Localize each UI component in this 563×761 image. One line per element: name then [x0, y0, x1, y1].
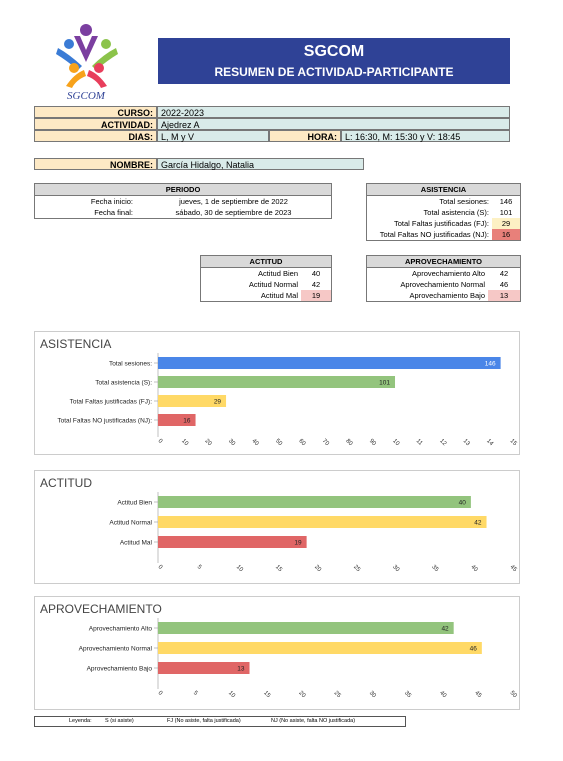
tick-label: 30: [391, 564, 401, 574]
legend-label: Leyenda:: [69, 718, 92, 724]
actitud-chart-title: ACTITUD: [40, 476, 92, 490]
hora-value: L: 16:30, M: 15:30 y V: 18:45: [341, 130, 510, 142]
asistencia-title: ASISTENCIA: [367, 184, 521, 196]
fecha-final-label: Fecha final:: [94, 208, 133, 217]
category-label: Aprovechamiento Alto: [88, 625, 152, 633]
asistencia-chart: [34, 331, 520, 455]
tick-label: 40: [438, 690, 448, 700]
logo-text: SGCOM: [67, 90, 105, 102]
tick-label: 0: [156, 690, 164, 697]
tick-label: 45: [508, 564, 518, 574]
category-label: Total sesiones:: [109, 360, 152, 368]
tick-label: 5: [191, 690, 199, 697]
asistencia-table: [366, 183, 521, 241]
category-label: Actitud Normal: [109, 519, 152, 527]
fecha-inicio-value: jueves, 1 de septiembre de 2022: [179, 197, 288, 206]
tick-label: 11: [414, 438, 424, 447]
actividad-label: ACTIVIDAD:: [34, 118, 157, 130]
aprovechamiento-chart-title: APROVECHAMIENTO: [40, 602, 162, 616]
asistencia-chart-title: ASISTENCIA: [40, 337, 112, 351]
data-label: 101: [379, 379, 391, 387]
tick-label: 10: [180, 438, 190, 448]
page-title: SGCOM: [303, 43, 365, 60]
aprovechamiento-table: [366, 255, 521, 302]
actitud-chart: [34, 470, 520, 584]
hora-label: HORA:: [269, 130, 341, 142]
category-label: Aprovechamiento Normal: [78, 645, 152, 653]
bar: [158, 496, 471, 508]
tick-label: 35: [430, 564, 440, 574]
faltas-no-justificadas-label: Total Faltas NO justificadas (NJ):: [379, 230, 489, 239]
tick-label: 50: [508, 690, 518, 700]
tick-label: 0: [156, 564, 164, 571]
bar: [158, 516, 487, 528]
dias-label: DIAS:: [34, 130, 157, 142]
actividad-value: Ajedrez A: [157, 118, 510, 130]
tick-label: 12: [438, 438, 448, 448]
tick-label: 20: [203, 438, 213, 448]
header-banner: [158, 38, 510, 84]
bar: [158, 662, 250, 674]
aprovechamiento-alto-value: 42: [499, 269, 509, 278]
data-label: 40: [458, 499, 466, 507]
aprovechamiento-normal-label: Aprovechamiento Normal: [400, 280, 485, 289]
tick-label: 80: [344, 438, 354, 448]
aprovechamiento-bajo-label: Aprovechamiento Bajo: [409, 291, 485, 300]
fecha-final-value: sábado, 30 de septiembre de 2023: [175, 208, 292, 217]
tick-label: 10: [226, 690, 236, 700]
tick-label: 25: [352, 564, 362, 574]
data-label: 42: [474, 519, 482, 527]
tick-label: 20: [297, 690, 307, 700]
tick-label: 15: [508, 438, 518, 448]
nombre-row: [34, 158, 364, 170]
tick-label: 50: [273, 438, 283, 448]
tick-label: 30: [367, 690, 377, 700]
actitud-title: ACTITUD: [201, 256, 332, 268]
aprovechamiento-title: APROVECHAMIENTO: [367, 256, 521, 268]
category-label: Total Faltas NO justificadas (NJ):: [57, 417, 152, 425]
page-subtitle: RESUMEN DE ACTIVIDAD-PARTICIPANTE: [214, 65, 454, 79]
faltas-no-justificadas-value: 16: [492, 229, 521, 241]
total-asistencia-value: 101: [499, 208, 513, 217]
tick-label: 70: [320, 438, 330, 448]
faltas-justificadas-value: 29: [492, 218, 521, 229]
actitud-bien-value: 40: [311, 269, 321, 278]
actitud-mal-label: Actitud Mal: [260, 291, 298, 300]
tick-label: 40: [250, 438, 260, 448]
nombre-label: NOMBRE:: [34, 158, 157, 170]
asistencia-chart-svg: [35, 332, 521, 456]
curso-value: 2022-2023: [157, 106, 510, 118]
logo-people-icon: [44, 22, 129, 102]
bar: [158, 376, 395, 388]
actitud-chart-svg: [35, 471, 521, 585]
tick-label: 0: [156, 438, 164, 445]
tick-label: 10: [391, 438, 401, 448]
nombre-value: García Hidalgo, Natalia: [157, 158, 364, 170]
category-label: Total Faltas justificadas (FJ):: [69, 398, 152, 406]
aprovechamiento-alto-label: Aprovechamiento Alto: [412, 269, 485, 278]
actitud-table: [200, 255, 332, 302]
tick-label: 15: [273, 564, 283, 574]
actitud-mal-value: 19: [301, 290, 332, 302]
legend-fj: FJ (No asiste, falta justificada): [167, 718, 241, 724]
bar: [158, 536, 307, 548]
tick-label: 13: [461, 438, 471, 448]
tick-label: 5: [195, 564, 203, 571]
faltas-justificadas-label: Total Faltas justificadas (FJ):: [393, 219, 489, 228]
dias-row: [34, 130, 510, 142]
category-label: Aprovechamiento Bajo: [86, 665, 152, 673]
actitud-normal-value: 42: [311, 280, 321, 289]
legend-nj: NJ (No asiste, falta NO justificada): [271, 718, 356, 724]
legend-s: S (si asiste): [105, 718, 134, 724]
tick-label: 35: [402, 690, 412, 700]
data-label: 46: [469, 645, 477, 653]
actividad-row: [34, 118, 510, 130]
data-label: 29: [213, 398, 222, 406]
total-sesiones-value: 146: [499, 197, 513, 206]
tick-label: 60: [297, 438, 307, 448]
aprovechamiento-normal-value: 46: [499, 280, 509, 289]
category-label: Total asistencia (S):: [95, 379, 152, 387]
tick-label: 90: [367, 438, 377, 448]
curso-label: CURSO:: [34, 106, 157, 118]
curso-row: [34, 106, 510, 118]
total-sesiones-label: Total sesiones:: [439, 197, 489, 206]
tick-label: 30: [226, 438, 236, 448]
category-label: Actitud Bien: [117, 499, 152, 507]
tick-label: 10: [234, 564, 244, 574]
data-label: 146: [484, 360, 496, 368]
data-label: 19: [294, 539, 302, 547]
category-label: Actitud Mal: [119, 539, 152, 547]
data-label: 42: [441, 625, 449, 633]
total-asistencia-label: Total asistencia (S):: [423, 208, 489, 217]
aprovechamiento-chart: [34, 596, 520, 710]
aprovechamiento-bajo-value: 13: [488, 290, 521, 302]
data-label: 13: [237, 665, 245, 673]
tick-label: 40: [469, 564, 479, 574]
tick-label: 20: [313, 564, 323, 574]
fecha-inicio-label: Fecha inicio:: [90, 197, 133, 206]
dias-value: L, M y V: [157, 130, 269, 142]
bar: [158, 622, 454, 634]
actitud-normal-label: Actitud Normal: [248, 280, 298, 289]
periodo-table: [34, 183, 332, 219]
bar: [158, 642, 482, 654]
tick-label: 14: [485, 438, 495, 448]
sgcom-logo: [44, 22, 129, 102]
legend-bar: [34, 716, 406, 727]
tick-label: 15: [262, 690, 272, 700]
periodo-title: PERIODO: [35, 184, 332, 196]
aprovechamiento-chart-svg: [35, 597, 521, 711]
tick-label: 25: [332, 690, 342, 700]
data-label: 16: [183, 417, 191, 425]
actitud-bien-label: Actitud Bien: [257, 269, 298, 278]
tick-label: 45: [473, 690, 483, 700]
bar: [158, 357, 501, 369]
